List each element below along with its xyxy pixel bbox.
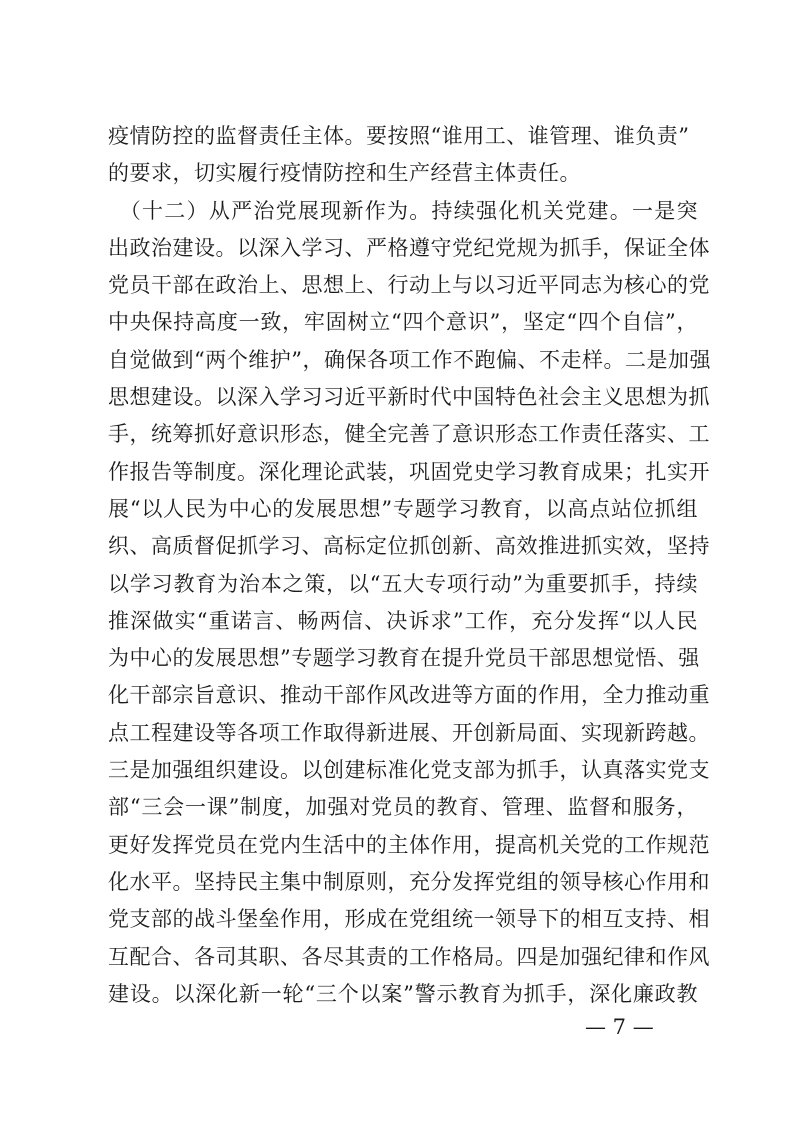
text-line: 手，统筹抓好意识形态，健全完善了意识形态工作责任落实、工	[108, 422, 710, 447]
text-line: 三是加强组织建设。以创建标准化党支部为抓手，认真落实党支	[108, 758, 710, 783]
text-line: 化干部宗旨意识、推动干部作风改进等方面的作用，全力推动重	[108, 683, 710, 708]
paragraph-heading-line: （十二）从严治党展现新作为。持续强化机关党建。一是突	[108, 198, 698, 223]
text-line: 出政治建设。以深入学习、严格遵守党纪党规为抓手，保证全体	[108, 235, 710, 260]
text-line: 点工程建设等各项工作取得新进展、开创新局面、实现新跨越。	[108, 720, 710, 745]
text-line: 中央保持高度一致，牢固树立“四个意识”，坚定“四个自信”，	[108, 310, 698, 335]
text-line: 化水平。坚持民主集中制原则，充分发挥党组的领导核心作用和	[108, 869, 710, 894]
text-line: 自觉做到“两个维护”，确保各项工作不跑偏、不走样。二是加强	[108, 347, 711, 372]
text-line: 党员干部在政治上、思想上、行动上与以习近平同志为核心的党	[108, 273, 710, 298]
page-number: — 7 —	[585, 1015, 654, 1039]
body-text	[108, 118, 711, 1013]
text-line: 部“三会一课”制度，加强对党员的教育、管理、监督和服务，	[108, 795, 698, 820]
text-line: 作报告等制度。深化理论武装，巩固党史学习教育成果；扎实开	[108, 459, 710, 484]
text-line: 以学习教育为治本之策，以“五大专项行动”为重要抓手，持续	[108, 571, 698, 596]
text-line: 的要求，切实履行疫情防控和生产经营主体责任。	[108, 161, 581, 186]
text-line: 建设。以深化新一轮“三个以案”警示教育为抓手，深化廉政教	[108, 981, 698, 1006]
text-line: 推深做实“重诺言、畅两信、决诉求”工作，充分发挥“以人民	[108, 608, 698, 633]
text-line: 互配合、各司其职、各尽其责的工作格局。四是加强纪律和作风	[108, 944, 710, 969]
text-line: 织、高质督促抓学习、高标定位抓创新、高效推进抓实效，坚持	[108, 534, 710, 559]
text-line: 为中心的发展思想”专题学习教育在提升党员干部思想觉悟、强	[108, 646, 700, 671]
text-line: 展“以人民为中心的发展思想”专题学习教育，以高点站位抓组	[108, 496, 698, 521]
text-line: 党支部的战斗堡垒作用，形成在党组统一领导下的相互支持、相	[108, 907, 710, 932]
text-line: 更好发挥党员在党内生活中的主体作用，提高机关党的工作规范	[108, 832, 710, 857]
text-line: 疫情防控的监督责任主体。要按照“谁用工、谁管理、谁负责”	[108, 124, 690, 148]
text-line: 思想建设。以深入学习习近平新时代中国特色社会主义思想为抓	[108, 385, 710, 410]
